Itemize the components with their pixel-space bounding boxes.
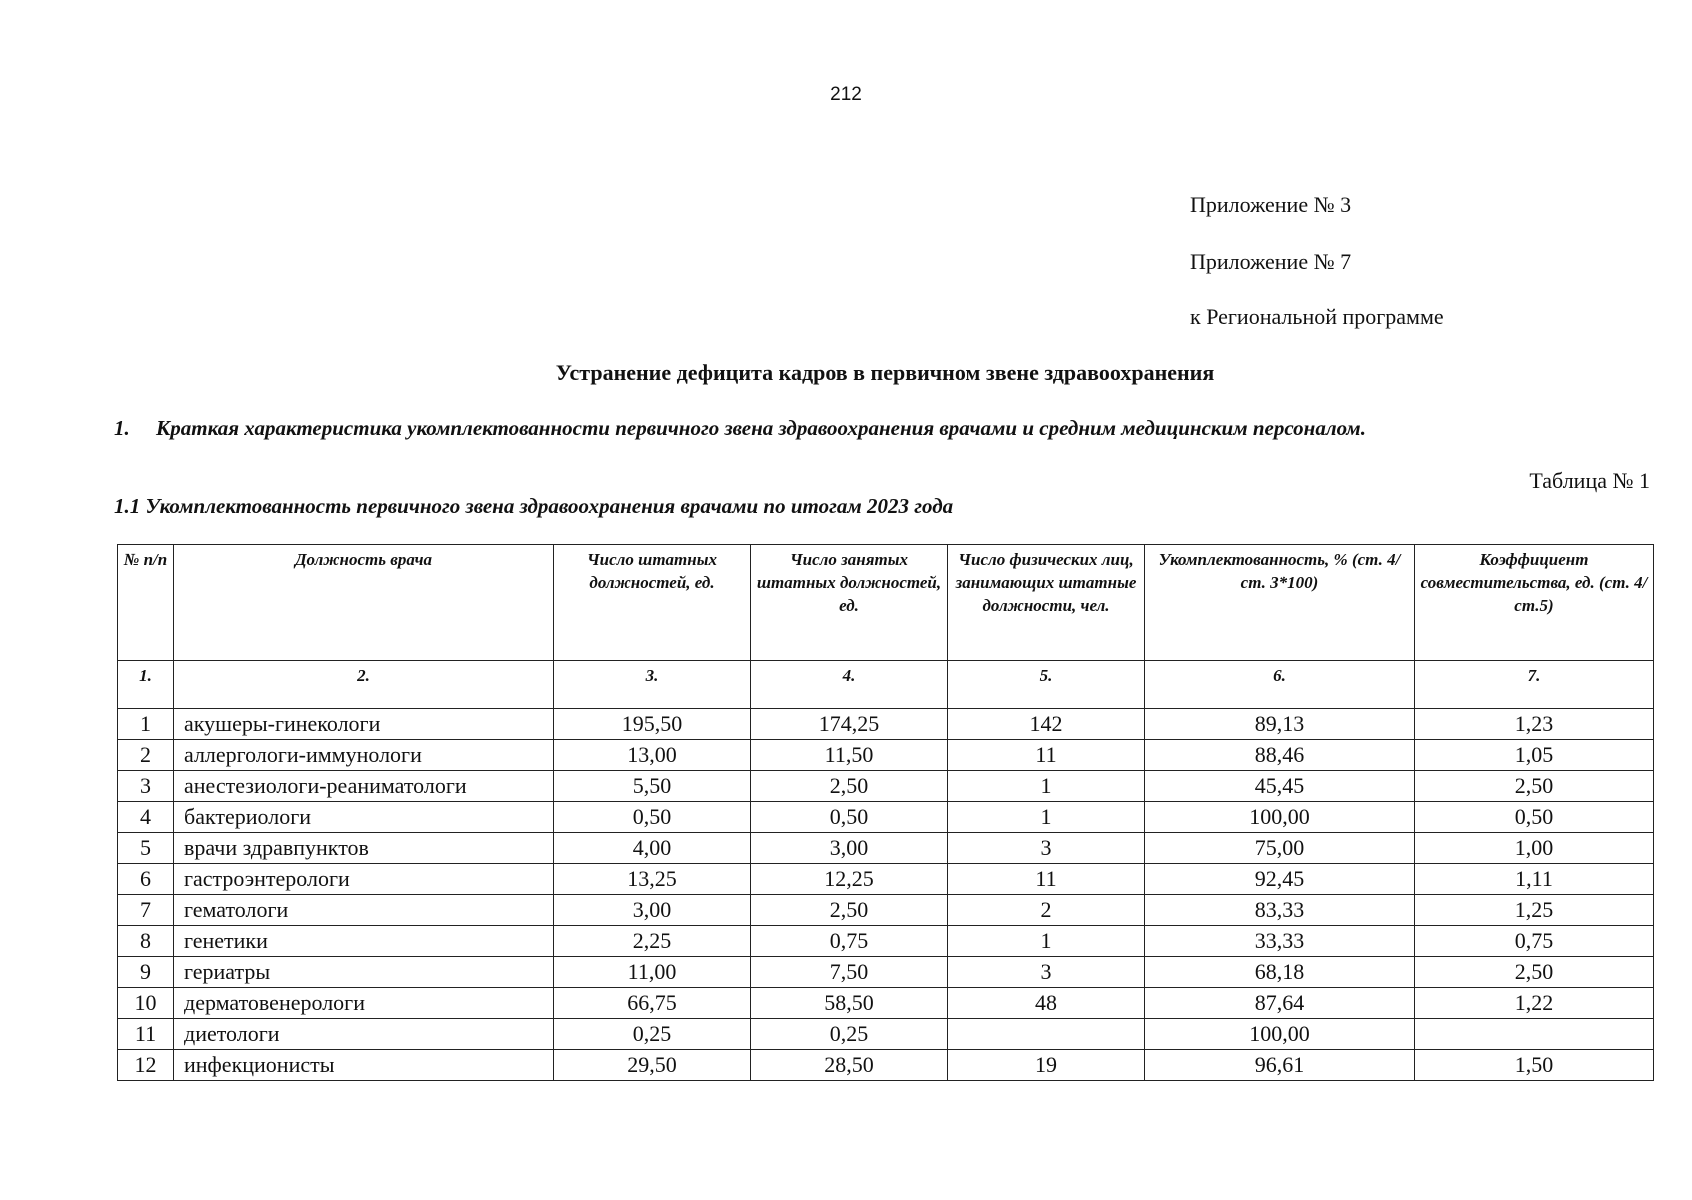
column-header: Укомплектованность, % (ст. 4/ст. 3*100) [1145, 545, 1415, 661]
position-cell: диетологи [174, 1019, 554, 1050]
staff-positions-cell: 0,25 [554, 1019, 751, 1050]
staffing-percent-cell: 88,46 [1145, 740, 1415, 771]
staff-positions-cell: 195,50 [554, 709, 751, 740]
individuals-cell: 1 [948, 771, 1145, 802]
column-number-row [118, 661, 1654, 709]
position-cell: врачи здравпунктов [174, 833, 554, 864]
staffing-percent-cell: 87,64 [1145, 988, 1415, 1019]
position-cell: инфекционисты [174, 1050, 554, 1081]
staffing-percent-cell: 92,45 [1145, 864, 1415, 895]
row-number-cell: 2 [118, 740, 174, 771]
occupied-positions-cell: 28,50 [751, 1050, 948, 1081]
row-number-cell: 5 [118, 833, 174, 864]
occupied-positions-cell: 58,50 [751, 988, 948, 1019]
appendix-line-2: Приложение № 7 [1190, 249, 1352, 274]
section-text: Краткая характеристика укомплектованности первичного звена здравоохранения врачами и средним медицинским персоналом. [156, 416, 1366, 440]
row-number-cell: 4 [118, 802, 174, 833]
staffing-percent-cell: 75,00 [1145, 833, 1415, 864]
position-cell: бактериологи [174, 802, 554, 833]
individuals-cell: 3 [948, 833, 1145, 864]
row-number-cell: 3 [118, 771, 174, 802]
appendix-line-1: Приложение № 3 [1190, 192, 1352, 217]
combination-coefficient-cell [1415, 1019, 1654, 1050]
row-number-cell: 12 [118, 1050, 174, 1081]
table-row [118, 895, 1654, 926]
column-number: 7. [1415, 661, 1654, 709]
table-row [118, 1050, 1654, 1081]
row-number-cell: 8 [118, 926, 174, 957]
table-row [118, 926, 1654, 957]
table-body [118, 709, 1654, 1081]
occupied-positions-cell: 3,00 [751, 833, 948, 864]
staff-positions-cell: 66,75 [554, 988, 751, 1019]
occupied-positions-cell: 174,25 [751, 709, 948, 740]
combination-coefficient-cell: 1,05 [1415, 740, 1654, 771]
staff-positions-cell: 4,00 [554, 833, 751, 864]
occupied-positions-cell: 2,50 [751, 895, 948, 926]
individuals-cell: 2 [948, 895, 1145, 926]
occupied-positions-cell: 12,25 [751, 864, 948, 895]
column-header: № п/п [118, 545, 174, 661]
staffing-percent-cell: 89,13 [1145, 709, 1415, 740]
individuals-cell [948, 1019, 1145, 1050]
combination-coefficient-cell: 0,75 [1415, 926, 1654, 957]
staffing-table [117, 544, 1654, 1081]
individuals-cell: 1 [948, 926, 1145, 957]
occupied-positions-cell: 7,50 [751, 957, 948, 988]
staffing-percent-cell: 68,18 [1145, 957, 1415, 988]
staffing-percent-cell: 45,45 [1145, 771, 1415, 802]
table-row [118, 833, 1654, 864]
individuals-cell: 11 [948, 864, 1145, 895]
occupied-positions-cell: 0,75 [751, 926, 948, 957]
combination-coefficient-cell: 1,22 [1415, 988, 1654, 1019]
position-cell: дерматовенерологи [174, 988, 554, 1019]
staffing-percent-cell: 96,61 [1145, 1050, 1415, 1081]
column-number: 2. [174, 661, 554, 709]
occupied-positions-cell: 0,25 [751, 1019, 948, 1050]
column-header: Число штатных должностей, ед. [554, 545, 751, 661]
column-header: Коэффициент совместительства, ед. (ст. 4/ст.5) [1415, 545, 1654, 661]
individuals-cell: 142 [948, 709, 1145, 740]
table-row [118, 1019, 1654, 1050]
table-header-row [118, 545, 1654, 661]
position-cell: гематологи [174, 895, 554, 926]
individuals-cell: 11 [948, 740, 1145, 771]
position-cell: гастроэнтерологи [174, 864, 554, 895]
combination-coefficient-cell: 2,50 [1415, 957, 1654, 988]
combination-coefficient-cell: 1,25 [1415, 895, 1654, 926]
column-number: 6. [1145, 661, 1415, 709]
combination-coefficient-cell: 1,11 [1415, 864, 1654, 895]
table-row [118, 771, 1654, 802]
table-row [118, 988, 1654, 1019]
column-number: 5. [948, 661, 1145, 709]
table-row [118, 709, 1654, 740]
subsection-heading: 1.1 Укомплектованность первичного звена здравоохранения врачами по итогам 2023 года [114, 494, 954, 518]
position-cell: аллергологи-иммунологи [174, 740, 554, 771]
occupied-positions-cell: 11,50 [751, 740, 948, 771]
appendix-line-3: к Региональной программе [1190, 304, 1444, 329]
table-row [118, 740, 1654, 771]
position-cell: генетики [174, 926, 554, 957]
table-row [118, 802, 1654, 833]
column-number: 1. [118, 661, 174, 709]
section-heading [114, 416, 1366, 441]
row-number-cell: 7 [118, 895, 174, 926]
staff-positions-cell: 0,50 [554, 802, 751, 833]
staff-positions-cell: 13,00 [554, 740, 751, 771]
staffing-percent-cell: 83,33 [1145, 895, 1415, 926]
column-header: Число физических лиц, занимающих штатные должности, чел. [948, 545, 1145, 661]
individuals-cell: 1 [948, 802, 1145, 833]
table-label: Таблица № 1 [1529, 468, 1650, 493]
row-number-cell: 1 [118, 709, 174, 740]
position-cell: гериатры [174, 957, 554, 988]
staff-positions-cell: 29,50 [554, 1050, 751, 1081]
table-row [118, 957, 1654, 988]
row-number-cell: 6 [118, 864, 174, 895]
table-row [118, 864, 1654, 895]
staff-positions-cell: 2,25 [554, 926, 751, 957]
column-header: Число занятых штатных должностей, ед. [751, 545, 948, 661]
combination-coefficient-cell: 2,50 [1415, 771, 1654, 802]
section-number: 1. [114, 416, 130, 440]
column-number: 3. [554, 661, 751, 709]
document-title: Устранение дефицита кадров в первичном звене здравоохранения [555, 360, 1215, 385]
combination-coefficient-cell: 1,23 [1415, 709, 1654, 740]
staffing-percent-cell: 33,33 [1145, 926, 1415, 957]
staffing-percent-cell: 100,00 [1145, 1019, 1415, 1050]
page-number: 212 [830, 84, 862, 105]
occupied-positions-cell: 2,50 [751, 771, 948, 802]
individuals-cell: 19 [948, 1050, 1145, 1081]
staff-positions-cell: 5,50 [554, 771, 751, 802]
staffing-percent-cell: 100,00 [1145, 802, 1415, 833]
staff-positions-cell: 3,00 [554, 895, 751, 926]
combination-coefficient-cell: 0,50 [1415, 802, 1654, 833]
column-number: 4. [751, 661, 948, 709]
combination-coefficient-cell: 1,50 [1415, 1050, 1654, 1081]
row-number-cell: 9 [118, 957, 174, 988]
column-header: Должность врача [174, 545, 554, 661]
individuals-cell: 48 [948, 988, 1145, 1019]
position-cell: анестезиологи-реаниматологи [174, 771, 554, 802]
occupied-positions-cell: 0,50 [751, 802, 948, 833]
staff-positions-cell: 11,00 [554, 957, 751, 988]
staff-positions-cell: 13,25 [554, 864, 751, 895]
row-number-cell: 11 [118, 1019, 174, 1050]
individuals-cell: 3 [948, 957, 1145, 988]
position-cell: акушеры-гинекологи [174, 709, 554, 740]
combination-coefficient-cell: 1,00 [1415, 833, 1654, 864]
row-number-cell: 10 [118, 988, 174, 1019]
